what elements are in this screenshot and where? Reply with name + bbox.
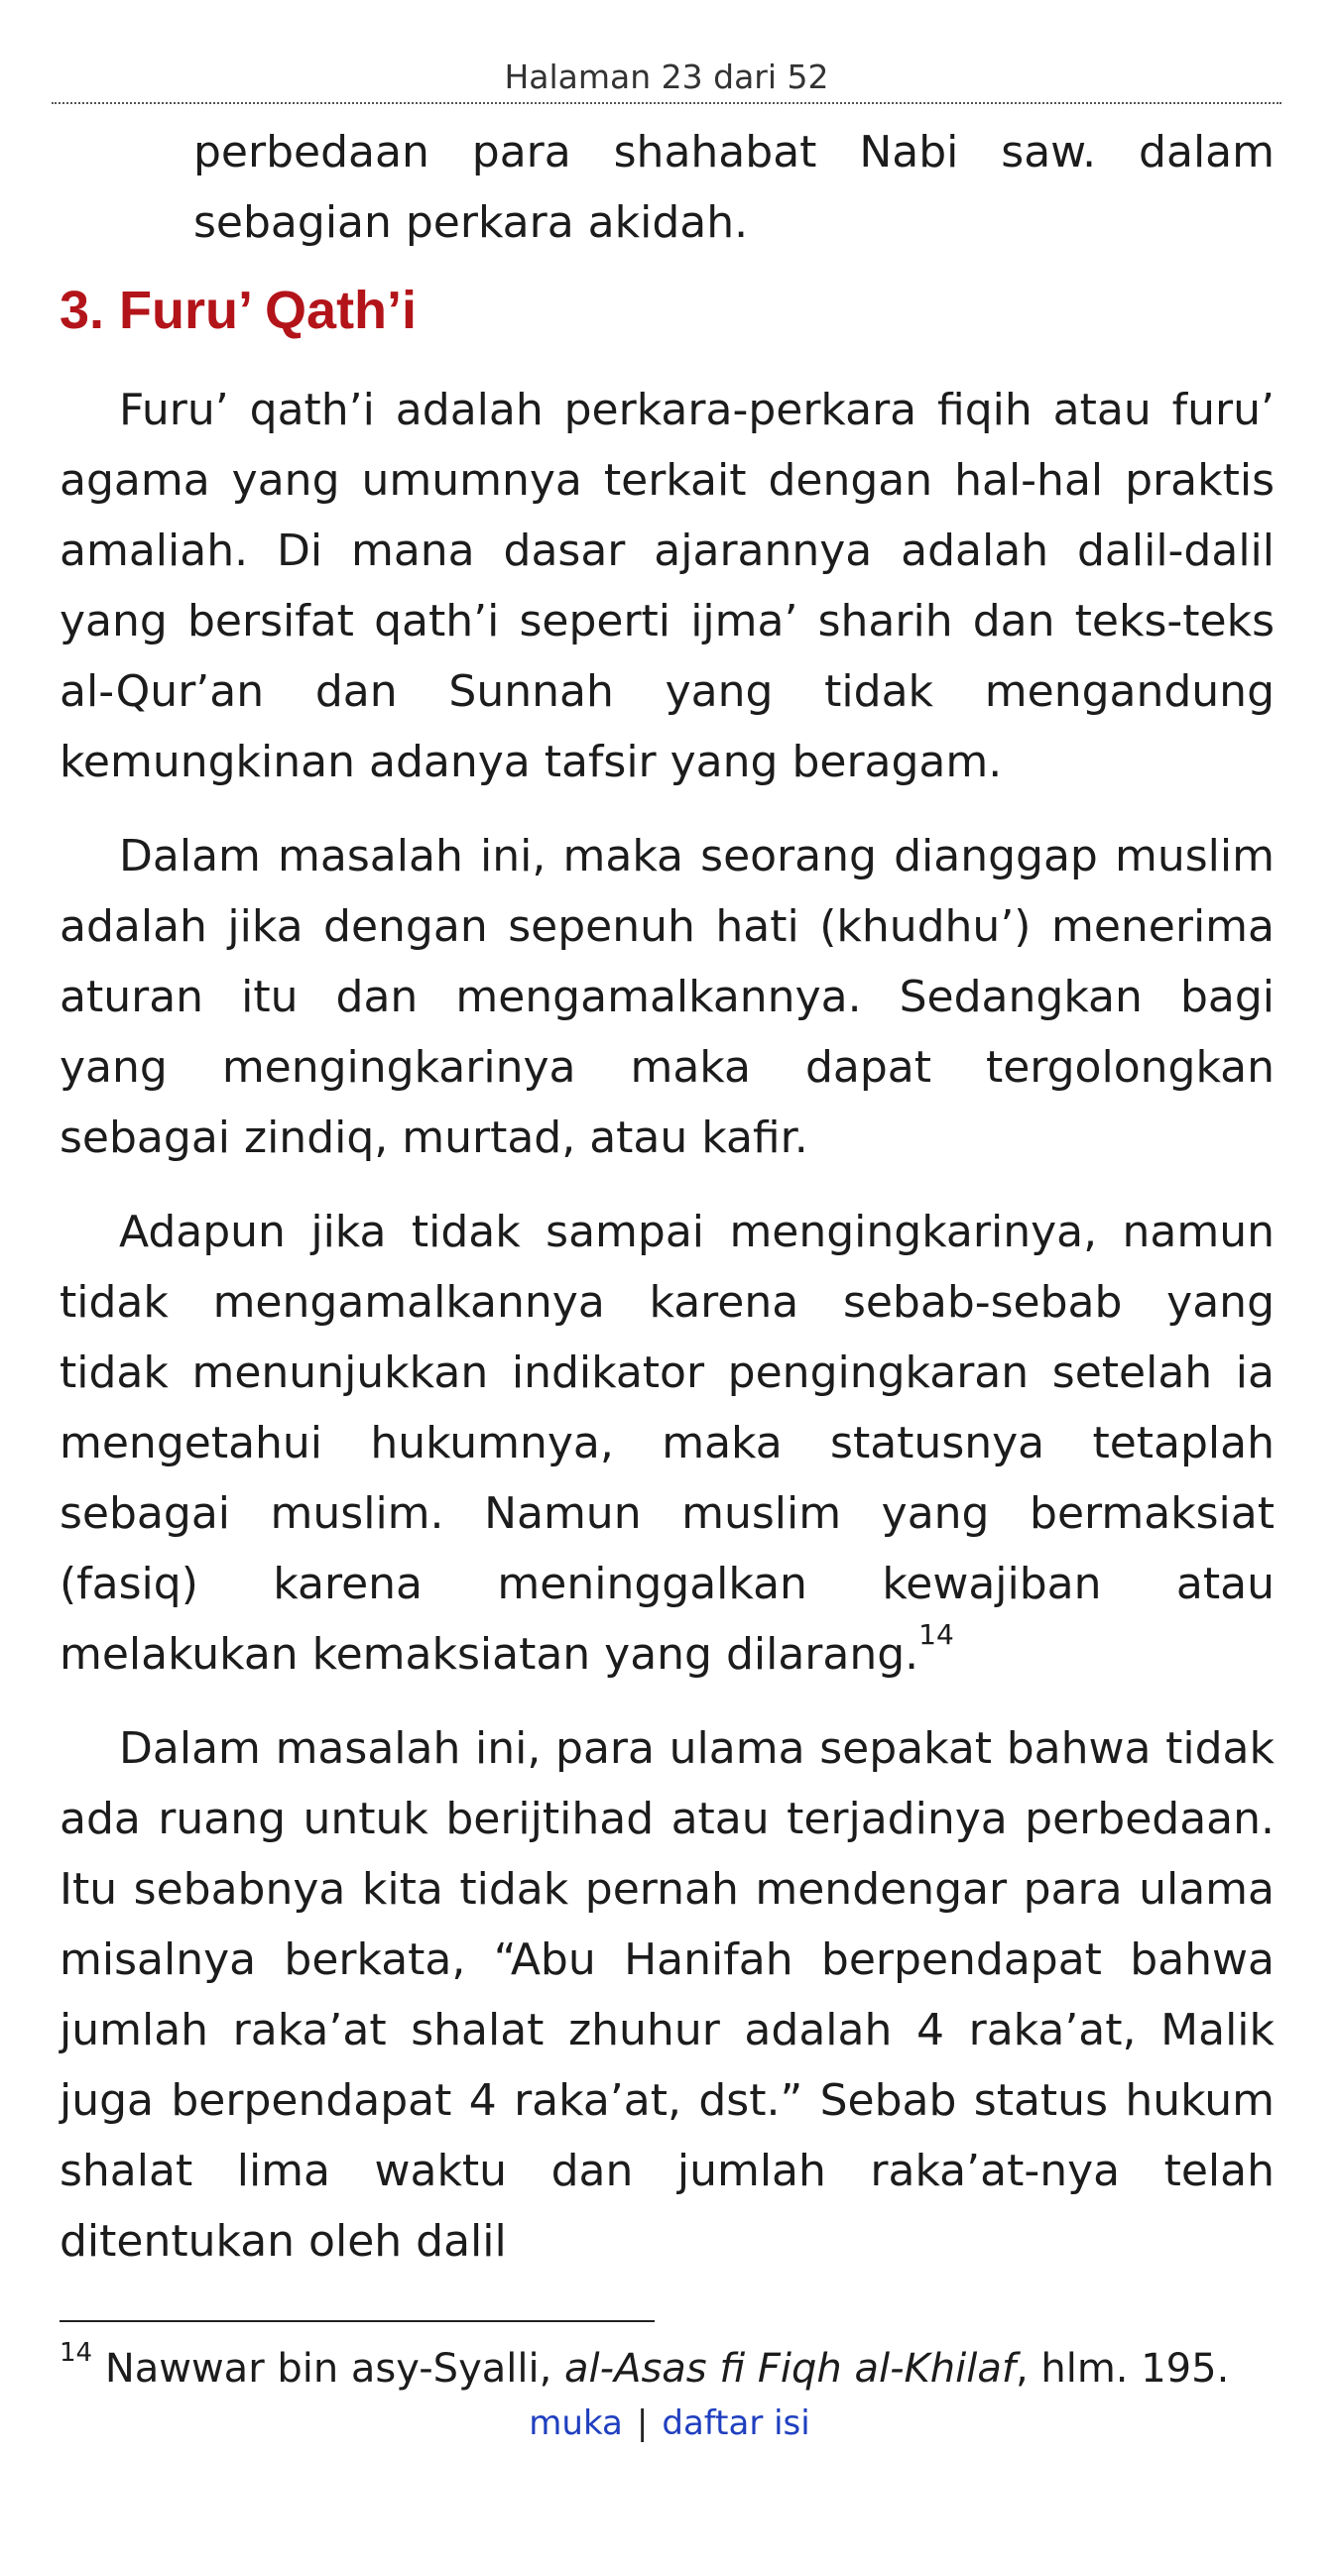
footnote <box>60 2338 1289 2395</box>
continuation-paragraph: perbedaan para shahabat Nabi saw. dalam sebagian perkara akidah. <box>193 127 1275 248</box>
paragraph-3 <box>60 1197 1275 1690</box>
nav-separator: | <box>636 2403 649 2443</box>
footnote-divider <box>60 2320 655 2322</box>
paragraph-3-text: Adapun jika tidak sampai mengingkarinya, namun tidak mengamalkannya karena sebab-sebab yang tidak menunjukkan indikator pengingkaran setelah ia mengetahui hukumnya, maka statusnya tetaplah sebagai muslim. Namun muslim yang bermaksiat (fasiq) karena meninggalkan kewajiban atau melakukan kemaksiatan yang dilarang. <box>60 1207 1275 1680</box>
table-of-contents-link[interactable]: daftar isi <box>662 2403 810 2443</box>
footnote-book-title: al-Asas fi Fiqh al-Khilaf <box>564 2346 1016 2392</box>
paragraph-4: Dalam masalah ini, para ulama sepakat bahwa tidak ada ruang untuk berijtihad atau terjadinya perbedaan. Itu sebabnya kita tidak pernah mendengar para ulama misalnya berkata, “Abu Hanifah berpendapat bahwa jumlah raka’at shalat zhuhur adalah 4 raka’at, Malik juga berpendapat 4 raka’at, dst.” Sebab status hukum shalat lima waktu dan jumlah raka’at-nya telah ditentukan oleh dalil <box>60 1723 1275 2267</box>
footnote-number: 14 <box>60 2338 93 2369</box>
footnote-reference[interactable]: 14 <box>918 1617 954 1651</box>
footnote-text-after: , hlm. 195. <box>1015 2346 1230 2392</box>
paragraph-1: Furu’ qath’i adalah perkara-perkara fiqih atau furu’ agama yang umumnya terkait dengan hal-hal praktis amaliah. Di mana dasar ajarannya adalah dalil-dalil yang bersifat qath’i seperti ijma’ sharih dan teks-teks al-Qur’an dan Sunnah yang tidak mengandung kemungkinan adanya tafsir yang beragam. <box>60 385 1275 787</box>
section-heading: 3. Furu’ Qath’i <box>60 281 418 340</box>
cover-link[interactable]: muka <box>529 2403 623 2443</box>
paragraph-2: Dalam masalah ini, maka seorang dianggap muslim adalah jika dengan sepenuh hati (khudhu’) menerima aturan itu dan mengamalkannya. Sedangkan bagi yang mengingkarinya maka dapat tergolongkan sebagai zindiq, murtad, atau kafir. <box>60 831 1275 1163</box>
footnote-text-before: Nawwar bin asy-Syalli, <box>104 2346 565 2392</box>
page-navigation <box>0 2403 1339 2443</box>
page-indicator: Halaman 23 dari 52 <box>52 58 1281 104</box>
